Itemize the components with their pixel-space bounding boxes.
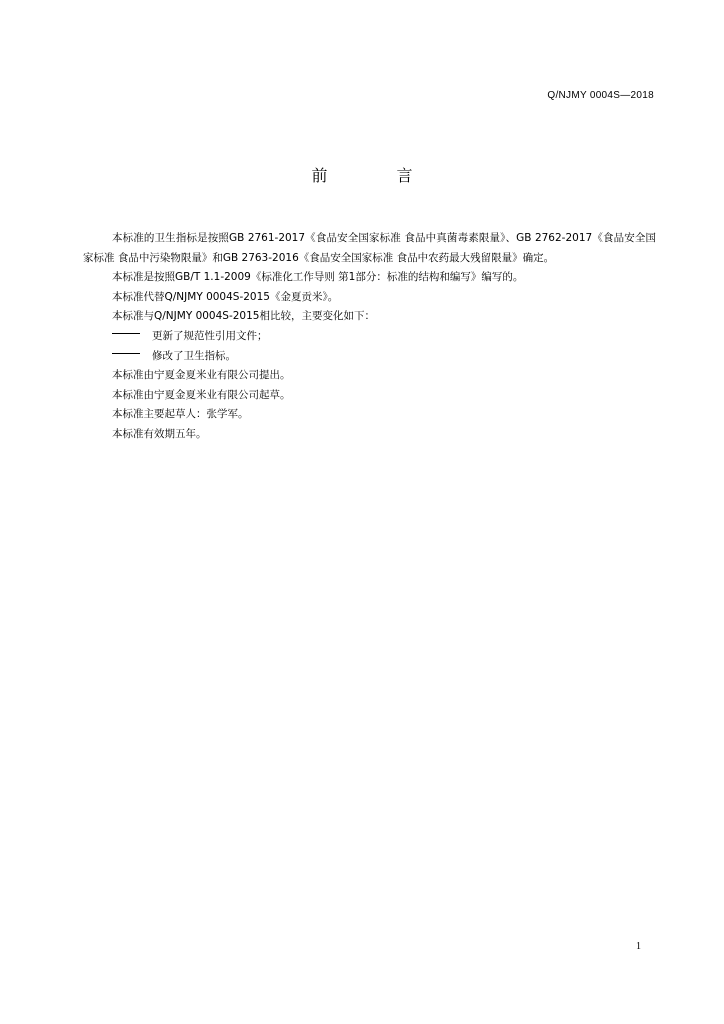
page-number: 1: [636, 941, 641, 952]
change-item: [91, 347, 656, 367]
paragraph-drafter-org: 本标准由宁夏金夏米业有限公司起草。: [112, 388, 291, 401]
paragraph-changes-intro: 本标准与Q/NJMY 0004S-2015相比较，主要变化如下：: [112, 310, 375, 323]
document-code: Q/NJMY 0004S—2018: [547, 90, 654, 101]
paragraph-validity: 本标准有效期五年。: [112, 427, 207, 440]
dash-marker: [112, 333, 140, 334]
change-item-text: 更新了规范性引用文件；: [152, 329, 268, 342]
paragraph-hygiene-indicators: 本标准的卫生指标是按照GB 2761-2017《食品安全国家标准 食品中真菌毒素限量》、GB 2762-2017《食品安全国家标准 食品中污染物限量》和GB 2763-2016《食品安全国家标准 食品中农药最大残留限量》确定。: [83, 232, 656, 264]
paragraph-main-drafter: 本标准主要起草人：张学军。: [112, 408, 249, 421]
paragraph-replaces: 本标准代替Q/NJMY 0004S-2015《金夏贡米》。: [112, 290, 339, 303]
change-item-text: 修改了卫生指标。: [152, 349, 236, 362]
document-body: [83, 229, 656, 445]
paragraph-proposer: 本标准由宁夏金夏米业有限公司提出。: [112, 369, 291, 382]
dash-marker: [112, 353, 140, 354]
paragraph-drafting-basis: 本标准是按照GB/T 1.1-2009《标准化工作导则 第1部分：标准的结构和编写》编写的。: [112, 271, 524, 284]
page-title: 前 言: [311, 166, 445, 185]
change-item: [91, 327, 656, 347]
